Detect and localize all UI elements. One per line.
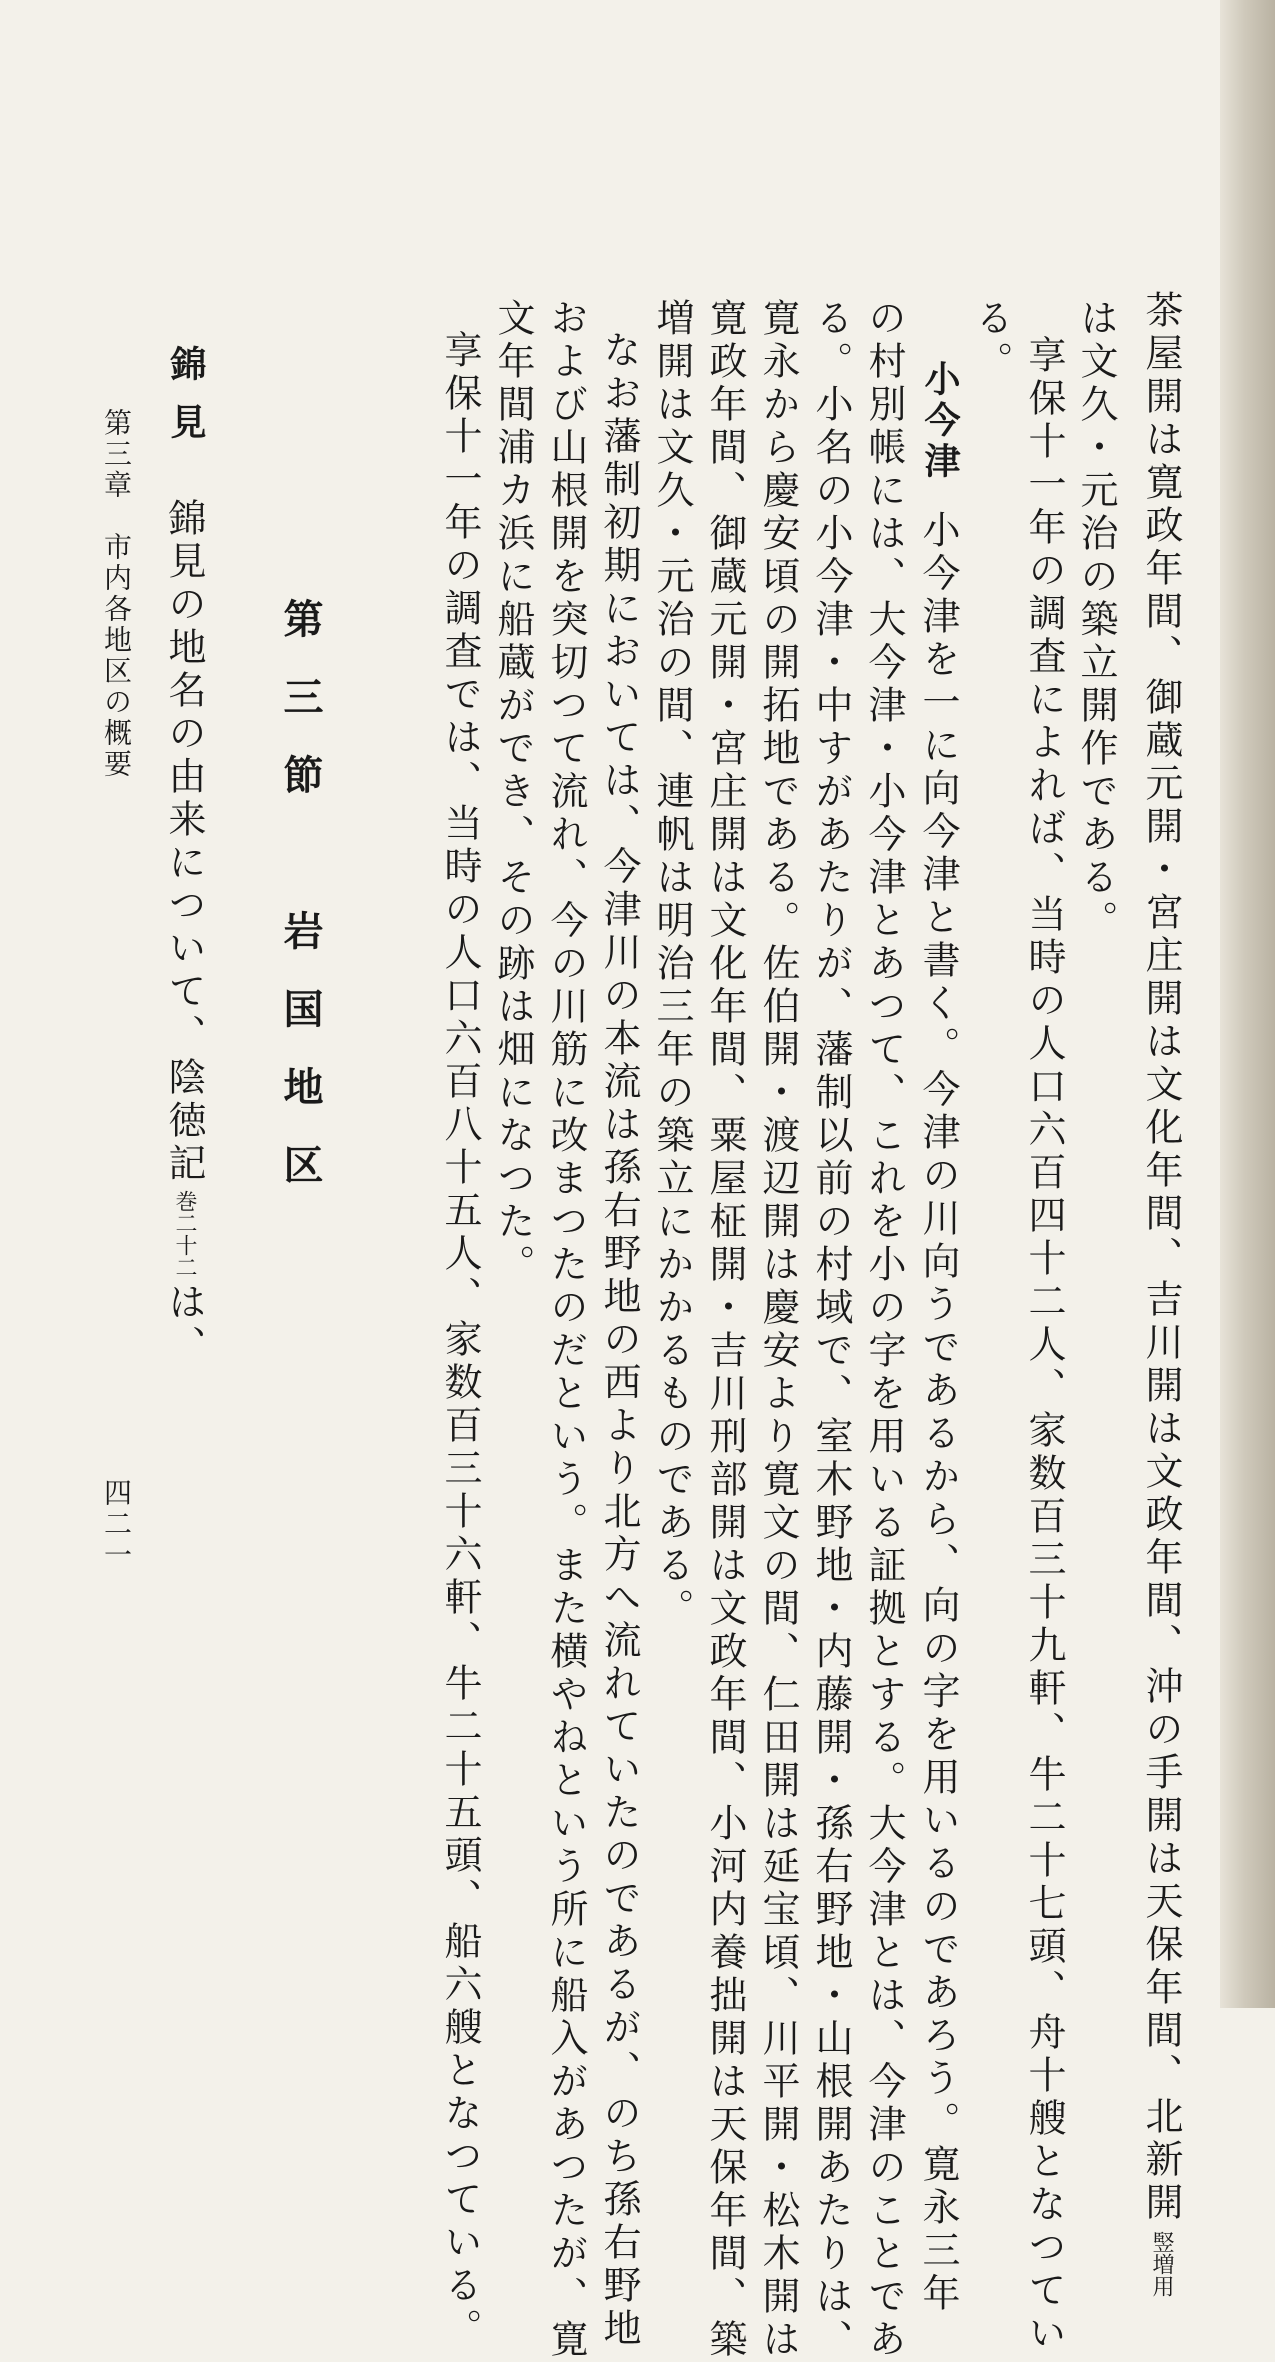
text-column: 文年間浦カ浜に船蔵ができ、その跡は畑になつた。 (491, 298, 535, 1287)
section-heading: 小今津 (919, 360, 960, 483)
text-column: は文久・元治の築立開作である。 (1074, 298, 1118, 943)
page-number: 四二一 (100, 1478, 133, 1571)
text-column: および山根開を突切つて流れ、今の川筋に改まつたのだという。また横やねという所に船入があつたが、寛 (544, 298, 588, 2362)
text-column: る。 (969, 298, 1013, 384)
text-column: 小今津を一に向今津と書く。今津の川向うであるから、向の字を用いるのであろう。寛永三年 (916, 510, 960, 2316)
text-column: 寛永から慶安頃の開拓地である。佐伯開・渡辺開は慶安より寛文の間、仁田開は延宝頃、川平開・松木開は (756, 298, 800, 2362)
text-column: 茶屋開は寛政年間、御蔵元開・宮庄開は文化年間、吉川開は文政年間、沖の手開は天保年間、北新開竪増用 (1139, 290, 1183, 2297)
text-column: る。小名の小今津・中すがあたりが、藩制以前の村域で、室木野地・内藤開・孫右野地・山根開あたりは、 (809, 298, 853, 2362)
text-column: 享保十一年の調査によれば、当時の人口六百四十二人、家数百三十九軒、牛二十七頭、舟十艘となつてい (1022, 335, 1066, 2356)
page-binding-shadow (1220, 0, 1275, 2008)
text-column: 錦見の地名の由来について、陰徳記巻二十二は、 (162, 498, 206, 1368)
section-title: 第三節 岩国地区 (277, 598, 323, 1222)
text-column: 増開は文久・元治の間、連帆は明治三年の築立にかかるものである。 (650, 298, 694, 1631)
text-column: の村別帳には、大今津・小今津とあつて、これを小の字を用いる証拠とする。大今津とは、今津のことであ (862, 298, 906, 2362)
running-title: 第三章 市内各地区の概要 (100, 408, 133, 780)
inline-note: 巻二十二 (172, 1190, 197, 1278)
text-column: 寛政年間、御蔵元開・宮庄開は文化年間、粟屋柾開・吉川刑部開は文政年間、小河内養拙開は天保年間、築 (703, 298, 747, 2362)
text-column: なお藩制初期においては、今津川の本流は孫右野地の西より北方へ流れていたのであるが、のち孫右野地 (597, 330, 641, 2351)
section-heading: 錦見 (165, 345, 206, 461)
inline-note: 竪増用 (1149, 2231, 1174, 2297)
text-column: 享保十一年の調査では、当時の人口六百八十五人、家数百三十六軒、牛二十五頭、船六艘となつている。 (438, 330, 482, 2351)
